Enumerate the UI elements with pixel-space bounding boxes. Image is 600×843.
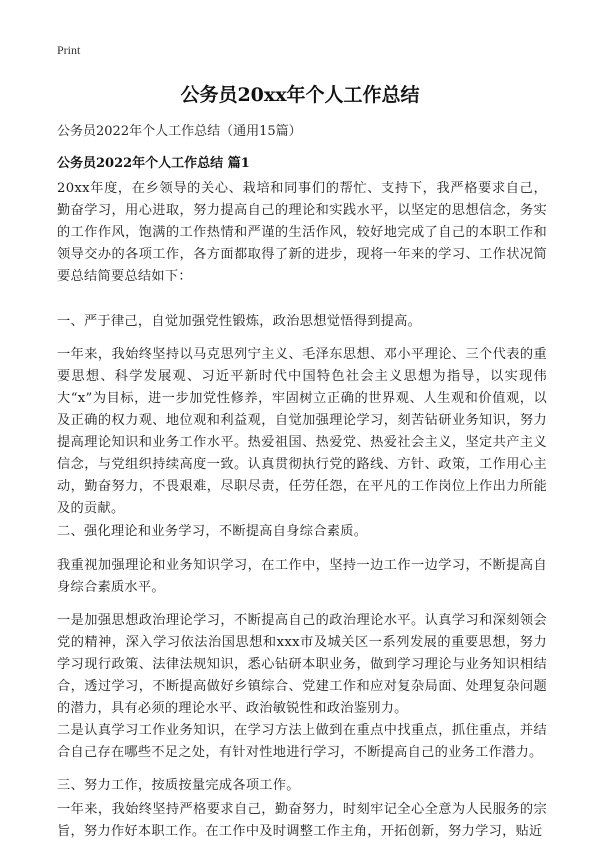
print-link[interactable]: Print	[57, 43, 81, 57]
document-subtitle: 公务员2022年个人工作总结（通用15篇）	[57, 124, 302, 139]
paragraph-point-one: 一是加强思想政治理论学习，不断提高自己的政治理论水平。认真学习和深刻领会党的精神，深入学习依法治国思想和xxx市及城关区一系列发展的重要思想，努力学习现行政策、法律法规知识，悉心钻研本职业务，做到学习理论与业务知识相结合，透过学习，不断提高做好乡镇综合、党建工作和应对复杂局面、处理复杂问题的潜力，具有必须的理论水平、政治敏锐性和政治鉴别力。	[57, 613, 547, 716]
paragraph-discipline: 一年来，我始终坚持以马克思列宁主义、毛泽东思想、邓小平理论、三个代表的重要思想、科学发展观、习近平新时代中国特色社会主义思想为指导，以实现伟大“x”为目标，进一步加党性修养，牢固树立正确的世界观、人生观和价值观，以及正确的权力观、地位观和利益观，自觉加强理论学习，刻苦钻研业务知识，努力提高理论知识和业务工作水平。热爱祖国、热爱党、热爱社会主义，坚定共产主义信念，与党组织持续高度一致。认真贯彻执行党的路线、方针、政策，工作用心主动，勤奋努力，不畏艰难，尽职尽责，任劳任怨，在平凡的工作岗位上作出力所能及的贡献。	[57, 347, 547, 516]
heading-one: 一、严于律己，自觉加强党性锻炼，政治思想觉悟得到提高。	[57, 314, 422, 329]
section-heading: 公务员2022年个人工作总结 篇1	[57, 156, 250, 171]
paragraph-intro: 20xx年度，在乡领导的关心、栽培和同事们的帮忙、支持下，我严格要求自己，勤奋学习，用心进取，努力提高自己的理论和实践水平，以坚定的思想信念，务实的工作作风，饱满的工作热情和严谨的生活作风，较好地完成了自己的本职工作和领导交办的各项工作，各方面都取得了新的进步，现将一年来的学习、工作状况简要总结简要总结如下：	[57, 181, 547, 284]
heading-three: 三、努力工作，按质按量完成各项工作。	[57, 778, 300, 793]
paragraph-work: 一年来，我始终坚持严格要求自己，勤奋努力，时刻牢记全心全意为人民服务的宗旨，努力作好本职工作。在工作中及时调整工作主角，开拓创新，努力学习，贴近	[57, 802, 547, 839]
document-title: 公务员20xx年个人工作总结	[180, 84, 420, 106]
paragraph-point-two: 二是认真学习工作业务知识，在学习方法上做到在重点中找重点，抓住重点，并结合自己存在哪些不足之处，有针对性地进行学习，不断提高自己的业务工作潜力。	[57, 723, 547, 760]
heading-two: 二、强化理论和业务学习，不断提高自身综合素质。	[57, 524, 368, 539]
paragraph-study: 我重视加强理论和业务知识学习，在工作中，坚持一边工作一边学习，不断提高自身综合素质水平。	[57, 558, 547, 595]
